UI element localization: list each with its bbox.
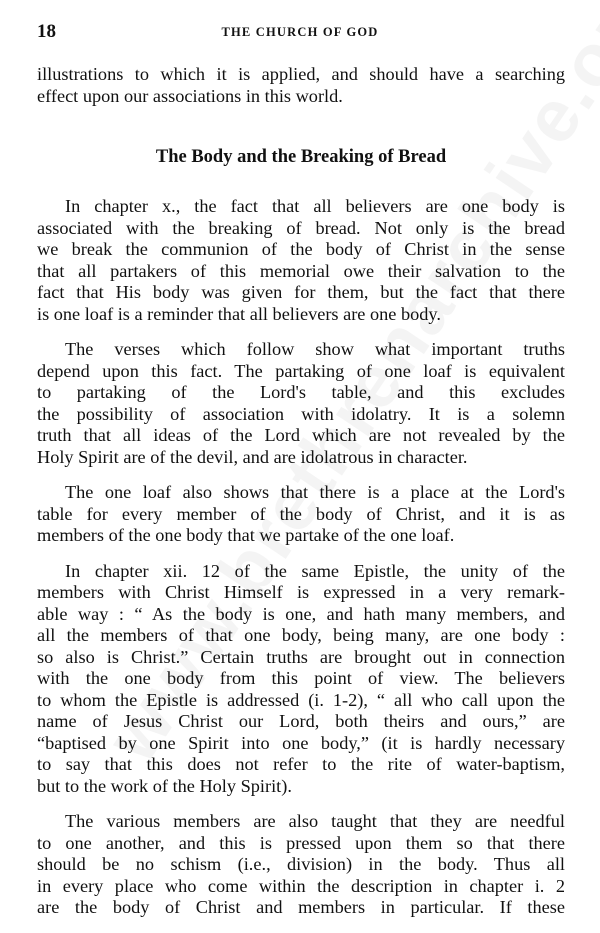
text-line: In chapter xii. 12 of the same Epistle, the unity of the [65, 560, 565, 581]
text-line: associated with the breaking of bread. Not only is the bread [37, 217, 565, 238]
opening-paragraph [37, 64, 565, 107]
text-line: fact that His body was given for them, but the fact that there [37, 282, 565, 302]
text-line: to say that this does not refer to the rite of water-baptism, [37, 754, 565, 774]
text-line: so also is Christ.” Certain truths are brought out in connection [37, 646, 565, 667]
text-line: are the body of Christ and members in particular. If these [37, 897, 565, 917]
paragraph [37, 196, 565, 325]
text-line: illustrations to which it is applied, and should have a searching [37, 64, 565, 84]
text-line: name of Jesus Christ our Lord, both theirs and ours,” are [37, 711, 565, 731]
text-line: The various members are also taught that they are needful [65, 811, 565, 831]
text-line: effect upon our associations in this world. [37, 85, 343, 106]
text-line: to partaking of the Lord's table, and this excludes [37, 382, 565, 402]
text-line: Holy Spirit are of the devil, and are idolatrous in character. [37, 446, 468, 467]
text-line: The verses which follow show what important truths [65, 339, 565, 359]
text-line: to one another, and this is pressed upon them so that there [37, 832, 565, 853]
paragraph [37, 811, 565, 919]
text-line: The one loaf also shows that there is a place at the Lord's [65, 482, 565, 502]
text-line: all the members of that one body, being many, are one body : [37, 625, 565, 645]
text-line: the possibility of association with idolatry. It is a solemn [37, 403, 565, 424]
text-line: depend upon this fact. The partaking of one loaf is equivalent [37, 360, 565, 381]
text-line: table for every member of the body of Christ, and it is as [37, 503, 565, 524]
text-line: truth that all ideas of the Lord which are not revealed by the [37, 425, 565, 445]
page-number: 18 [37, 21, 56, 42]
paragraph [37, 339, 565, 468]
text-line: that all partakers of this memorial owe their salvation to the [37, 260, 565, 281]
text-line: with the one body from this point of view. The believers [37, 668, 565, 688]
text-line: should be no schism (i.e., division) in the body. Thus all [37, 854, 565, 874]
text-line: “baptised by one Spirit into one body,” (it is hardly necessary [37, 732, 565, 753]
paragraphs [37, 196, 565, 919]
text-line: In chapter x., the fact that all believers are one body is [65, 196, 565, 216]
section-heading: The Body and the Breaking of Bread [155, 147, 447, 167]
text-line: in every place who come within the description in chapter i. 2 [37, 875, 565, 896]
text-line: to whom the Epistle is addressed (i. 1-2), “ all who call upon the [37, 689, 565, 710]
text-line: is one loaf is a reminder that all believers are one body. [37, 303, 441, 324]
running-title: THE CHURCH OF GOD [221, 25, 379, 39]
text-line: able way : “ As the body is one, and hath many members, and [37, 603, 565, 624]
text-line: members with Christ Himself is expressed in a very remark- [37, 582, 565, 602]
page-body [37, 64, 565, 933]
text-line: but to the work of the Holy Spirit). [37, 775, 292, 796]
paragraph [37, 561, 565, 798]
text-line: we break the communion of the body of Christ in the sense [37, 239, 565, 259]
paragraph [37, 482, 565, 547]
text-line: members of the one body that we partake of the one loaf. [37, 525, 455, 545]
